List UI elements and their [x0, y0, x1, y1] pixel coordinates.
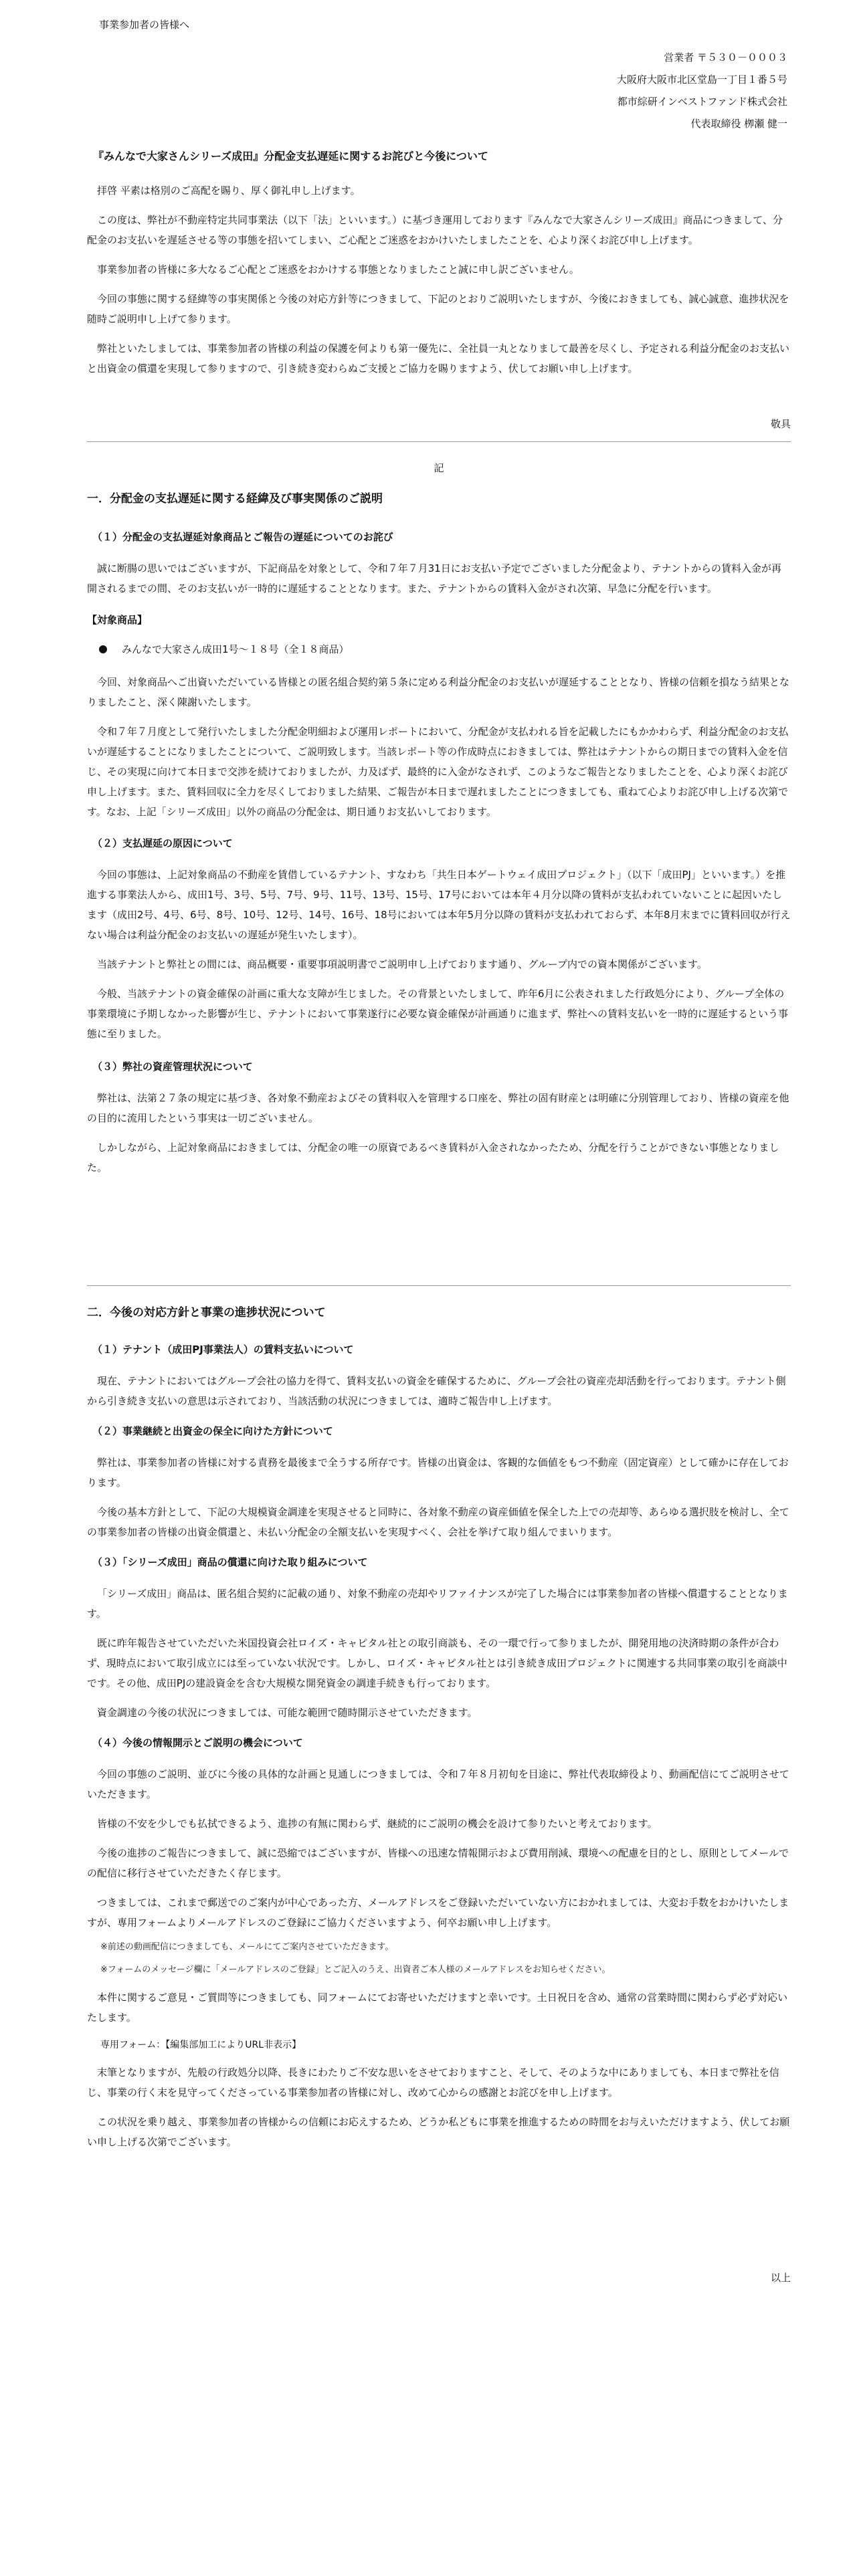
body-paragraph: 今般、当該テナントの資金確保の計画に重大な支障が生じました。その背景といたしまして、昨年6月に公表されました行政処分により、グループ全体の事業環境に予期しなかった影響が生じ、テナントにおいて事業遂行に必要な資金確保が計画通りに進まず、弊社への賃料支払いを一時的に遅延するという事態に至りました。	[87, 988, 789, 1040]
sender-representative: 代表取締役 栁瀬 健一	[690, 118, 787, 130]
subsection-heading: （２）事業継続と出資金の保全に向けた方針について	[92, 1425, 333, 1437]
section-heading: 一．分配金の支払遅延に関する経緯及び事実関係のご説明	[87, 492, 383, 506]
note: ※フォームのメッセージ欄に「メールアドレスのご登録」とご記入のうえ、出資者ご本人様のメールアドレスをお知らせください。	[100, 1965, 611, 1975]
intro-paragraph: 事業参加者の皆様に多大なるご心配とご迷惑をおかけする事態となりましたこと誠に申し訳ございません。	[97, 263, 579, 276]
body-paragraph: 資金調達の今後の状況につきましては、可能な範囲で随時開示させていただきます。	[97, 1707, 478, 1719]
intro-block	[87, 181, 791, 379]
body-paragraph: 誠に断腸の思いではございますが、下記商品を対象として、令和７年７月31日にお支払い予定でございました分配金より、テナントからの賃料入金が再開されるまでの間、そのお支払いが一時的に遅延することとなります。また、テナントからの賃料入金がされ次第、早急に分配を行います。	[87, 562, 782, 595]
body-paragraph: 当該テナントと弊社との間には、商品概要・重要事項説明書でご説明申し上げております通り、グループ内での資本関係がございます。	[97, 958, 707, 970]
section-1	[87, 490, 791, 1178]
sender-company: 都市綜研インベストファンド株式会社	[617, 96, 787, 108]
body-paragraph: 「シリーズ成田」商品は、匿名組合契約に記載の通り、対象不動産の売却やリファイナンスが完了した場合には事業参加者の皆様へ償還することとなります。	[87, 1588, 788, 1620]
body-paragraph: 本件に関するご意見・ご質問等につきましても、同フォームにてお寄せいただけますと幸いです。土日祝日を含め、通常の営業時間に関わらず必ず対応いたします。	[87, 1992, 788, 2024]
greeting: 事業参加者の皆様へ	[99, 19, 190, 31]
body-paragraph: つきましては、これまで郵送でのご案内が中心であった方、メールアドレスをご登録いただいていない方におかれましては、大変お手数をおかけいたしますが、専用フォームよりメールアドレスのご登録にご協力くださいますよう、何卒お願い申し上げます。	[87, 1897, 789, 1929]
body-paragraph: 今回の事態は、上記対象商品の不動産を賃借しているテナント、すなわち「共生日本ゲートウェイ成田プロジェクト」（以下「成田PJ」といいます。）を推進する事業法人から、成田1号、3号、5号、7号、9号、11号、13号、15号、17号においては本年４月分以降の賃料が支払われていないことに起因いたします（成田2号、4号、6号、8号、10号、12号、14号、16号、18号においては本年5月分以降の賃料が支払われておらず、本年8月末までに賃料回収が行えない場合は利益分配金のお支払いの遅延が発生いたします）。	[87, 869, 791, 941]
body-paragraph: 今後の進捗のご報告につきまして、誠に恐縮ではございますが、皆様への迅速な情報開示および費用削減、環境への配慮を目的とし、原則としてメールでの配信に移行させていただきたく存じます。	[87, 1847, 789, 1879]
sender-postal: 営業者 〒５３０－０００３	[664, 51, 787, 64]
target-item	[87, 641, 791, 657]
sender-address: 大阪府大阪市北区堂島一丁目１番５号	[616, 74, 787, 86]
subsection-heading: （１）テナント（成田PJ事業法人）の賃料支払いについて	[92, 1344, 354, 1356]
body-paragraph: 今回、対象商品へご出資いただいている皆様との匿名組合契約第５条に定める利益分配金のお支払いが遅延することとなり、皆様の信頼を損なう結果となりましたこと、深く陳謝いたします。	[87, 676, 790, 708]
keigu: 敬具	[770, 418, 791, 430]
body-paragraph: 令和７年７月度として発行いたしました分配金明細および運用レポートにおいて、分配金が支払われる旨を記載したにもかかわらず、利益分配金のお支払いが遅延することになりましたことについて、ご説明致します。当該レポート等の作成時点におきましては、弊社はテナントからの期日までの賃料入金を信じ、その実現に向けて本日まで交渉を続けておりましたが、力及ばず、最終的に入金がなされず、このようなご報告となりましたことを、心より深くお詫び申し上げます。また、賃料回収に全力を尽くしておりました結果、ご報告が本日まで遅れましたことにつきましても、重ねて心よりお詫び申し上げる次第です。なお、上記「シリーズ成田」以外の商品の分配金は、期日通りお支払いしております。	[87, 726, 789, 818]
body-paragraph: 皆様の不安を少しでも払拭できるよう、進捗の有無に関わらず、継続的にご説明の機会を設けて参りたいと考えております。	[97, 1818, 658, 1830]
subsection-heading: （３）「シリーズ成田」商品の償還に向けた取り組みについて	[92, 1556, 368, 1568]
subsection-heading: （２）支払遅延の原因について	[92, 837, 233, 849]
bullet-icon	[99, 645, 107, 653]
subsection-heading: （３）弊社の資産管理状況について	[92, 1061, 253, 1073]
target-item-text: みんなで大家さん成田1号～１８号（全１８商品）	[122, 643, 349, 655]
intro-paragraph: 今回の事態に関する経緯等の事実関係と今後の対応方針等につきまして、下記のとおりご説明いたしますが、今後におきましても、誠心誠意、進捗状況を随時ご説明申し上げて参ります。	[87, 293, 789, 325]
section-2	[87, 1304, 791, 2152]
body-paragraph: 弊社は、事業参加者の皆様に対する責務を最後まで全うする所存です。皆様の出資金は、客観的な価値をもつ不動産（固定資産）として確かに存在しております。	[87, 1457, 789, 1489]
divider	[87, 441, 791, 442]
intro-paragraph: 弊社といたしましては、事業参加者の皆様の利益の保護を何よりも第一優先に、全社員一丸となりまして最善を尽くし、予定される利益分配金のお支払いと出資金の償還を実現して参りますので、引き続き変わらぬご支援とご協力を賜りますよう、伏してお願い申し上げます。	[87, 342, 790, 374]
divider	[87, 1285, 791, 1286]
body-paragraph: 末筆となりますが、先般の行政処分以降、長きにわたりご不安な思いをさせておりますこと、そして、そのような中にありましても、本日まで弊社を信じ、事業の行く末を見守ってくださっている事業参加者の皆様に対し、改めて心からの感謝とお詫びを申し上げます。	[87, 2066, 779, 2099]
section-heading: 二．今後の対応方針と事業の進捗状況について	[87, 1306, 326, 1319]
body-paragraph: 今後の基本方針として、下記の大規模資金調達を実現させると同時に、各対象不動産の資産価値を保全した上での売却等、あらゆる選択肢を検討し、全ての事業参加者の皆様の出資金償還と、未払い分配金の全額支払いを実現すべく、会社を挙げて取り組んでまいります。	[87, 1506, 789, 1538]
body-paragraph: 現在、テナントにおいてはグループ会社の協力を得て、賃料支払いの資金を確保するために、グループ会社の資産売却活動を行っております。テナント側から引き続き支払いの意思は示されており、当該活動の状況につきましては、適時ご報告申し上げます。	[87, 1375, 786, 1407]
body-paragraph: 既に昨年報告させていただいた米国投資会社ロイズ・キャピタル社との取引商談も、その一環で行って参りましたが、開発用地の決済時期の条件が合わず、現時点において取引成立には至っていない状況です。しかし、ロイズ・キャピタル社とは引き続き成田プロジェクトに関連する共同事業の取引を商談中です。その他、成田PJの建設資金を含む大規模な開発資金の調達手続きも行っております。	[87, 1637, 787, 1689]
ijou: 以上	[770, 2272, 791, 2284]
target-label: 【対象商品】	[87, 614, 148, 626]
note: ※前述の動画配信につきましても、メールにてご案内させていただきます。	[100, 1942, 394, 1952]
sender-block	[617, 47, 787, 135]
body-paragraph: 弊社は、法第２７条の規定に基づき、各対象不動産およびその賃料収入を管理する口座を、弊社の固有財産とは明確に分別管理しており、皆様の資産を他の目的に流用したという事実は一切ございません。	[87, 1092, 789, 1124]
body-paragraph: 今回の事態のご説明、並びに今後の具体的な計画と見通しにつきましては、令和７年８月初旬を目途に、弊社代表取締役より、動画配信にてご説明させていただきます。	[87, 1768, 789, 1800]
intro-paragraph: 拝啓 平素は格別のご高配を賜り、厚く御礼申し上げます。	[97, 185, 361, 197]
subsection-heading: （１）分配金の支払遅延対象商品とご報告の遅延についてのお詫び	[92, 531, 393, 543]
ki-label: 記	[434, 462, 444, 474]
intro-paragraph: この度は、弊社が不動産特定共同事業法（以下「法」といいます。）に基づき運用しております『みんなで大家さんシリーズ成田』商品につきまして、分配金のお支払いを遅延させる等の事態を招いてしまい、ご心配とご迷惑をおかけいたしましたことを、心より深くお詫び申し上げます。	[87, 214, 783, 246]
document-title: 『みんなで大家さんシリーズ成田』分配金支払遅延に関するお詫びと今後について	[93, 150, 488, 163]
body-paragraph: この状況を乗り越え、事業参加者の皆様からの信頼にお応えするため、どうか私どもに事業を推進するための時間をお与えいただけますよう、伏してお願い申し上げる次第でございます。	[87, 2116, 790, 2148]
body-paragraph: しかしながら、上記対象商品におきましては、分配金の唯一の原資であるべき賃料が入金されなかったため、分配を行うことができない事態となりました。	[87, 1142, 779, 1174]
subsection-heading: （４）今後の情報開示とご説明の機会について	[92, 1737, 303, 1749]
form-link-label: 専用フォーム：【編集部加工によりURL非表示】	[100, 2040, 302, 2050]
